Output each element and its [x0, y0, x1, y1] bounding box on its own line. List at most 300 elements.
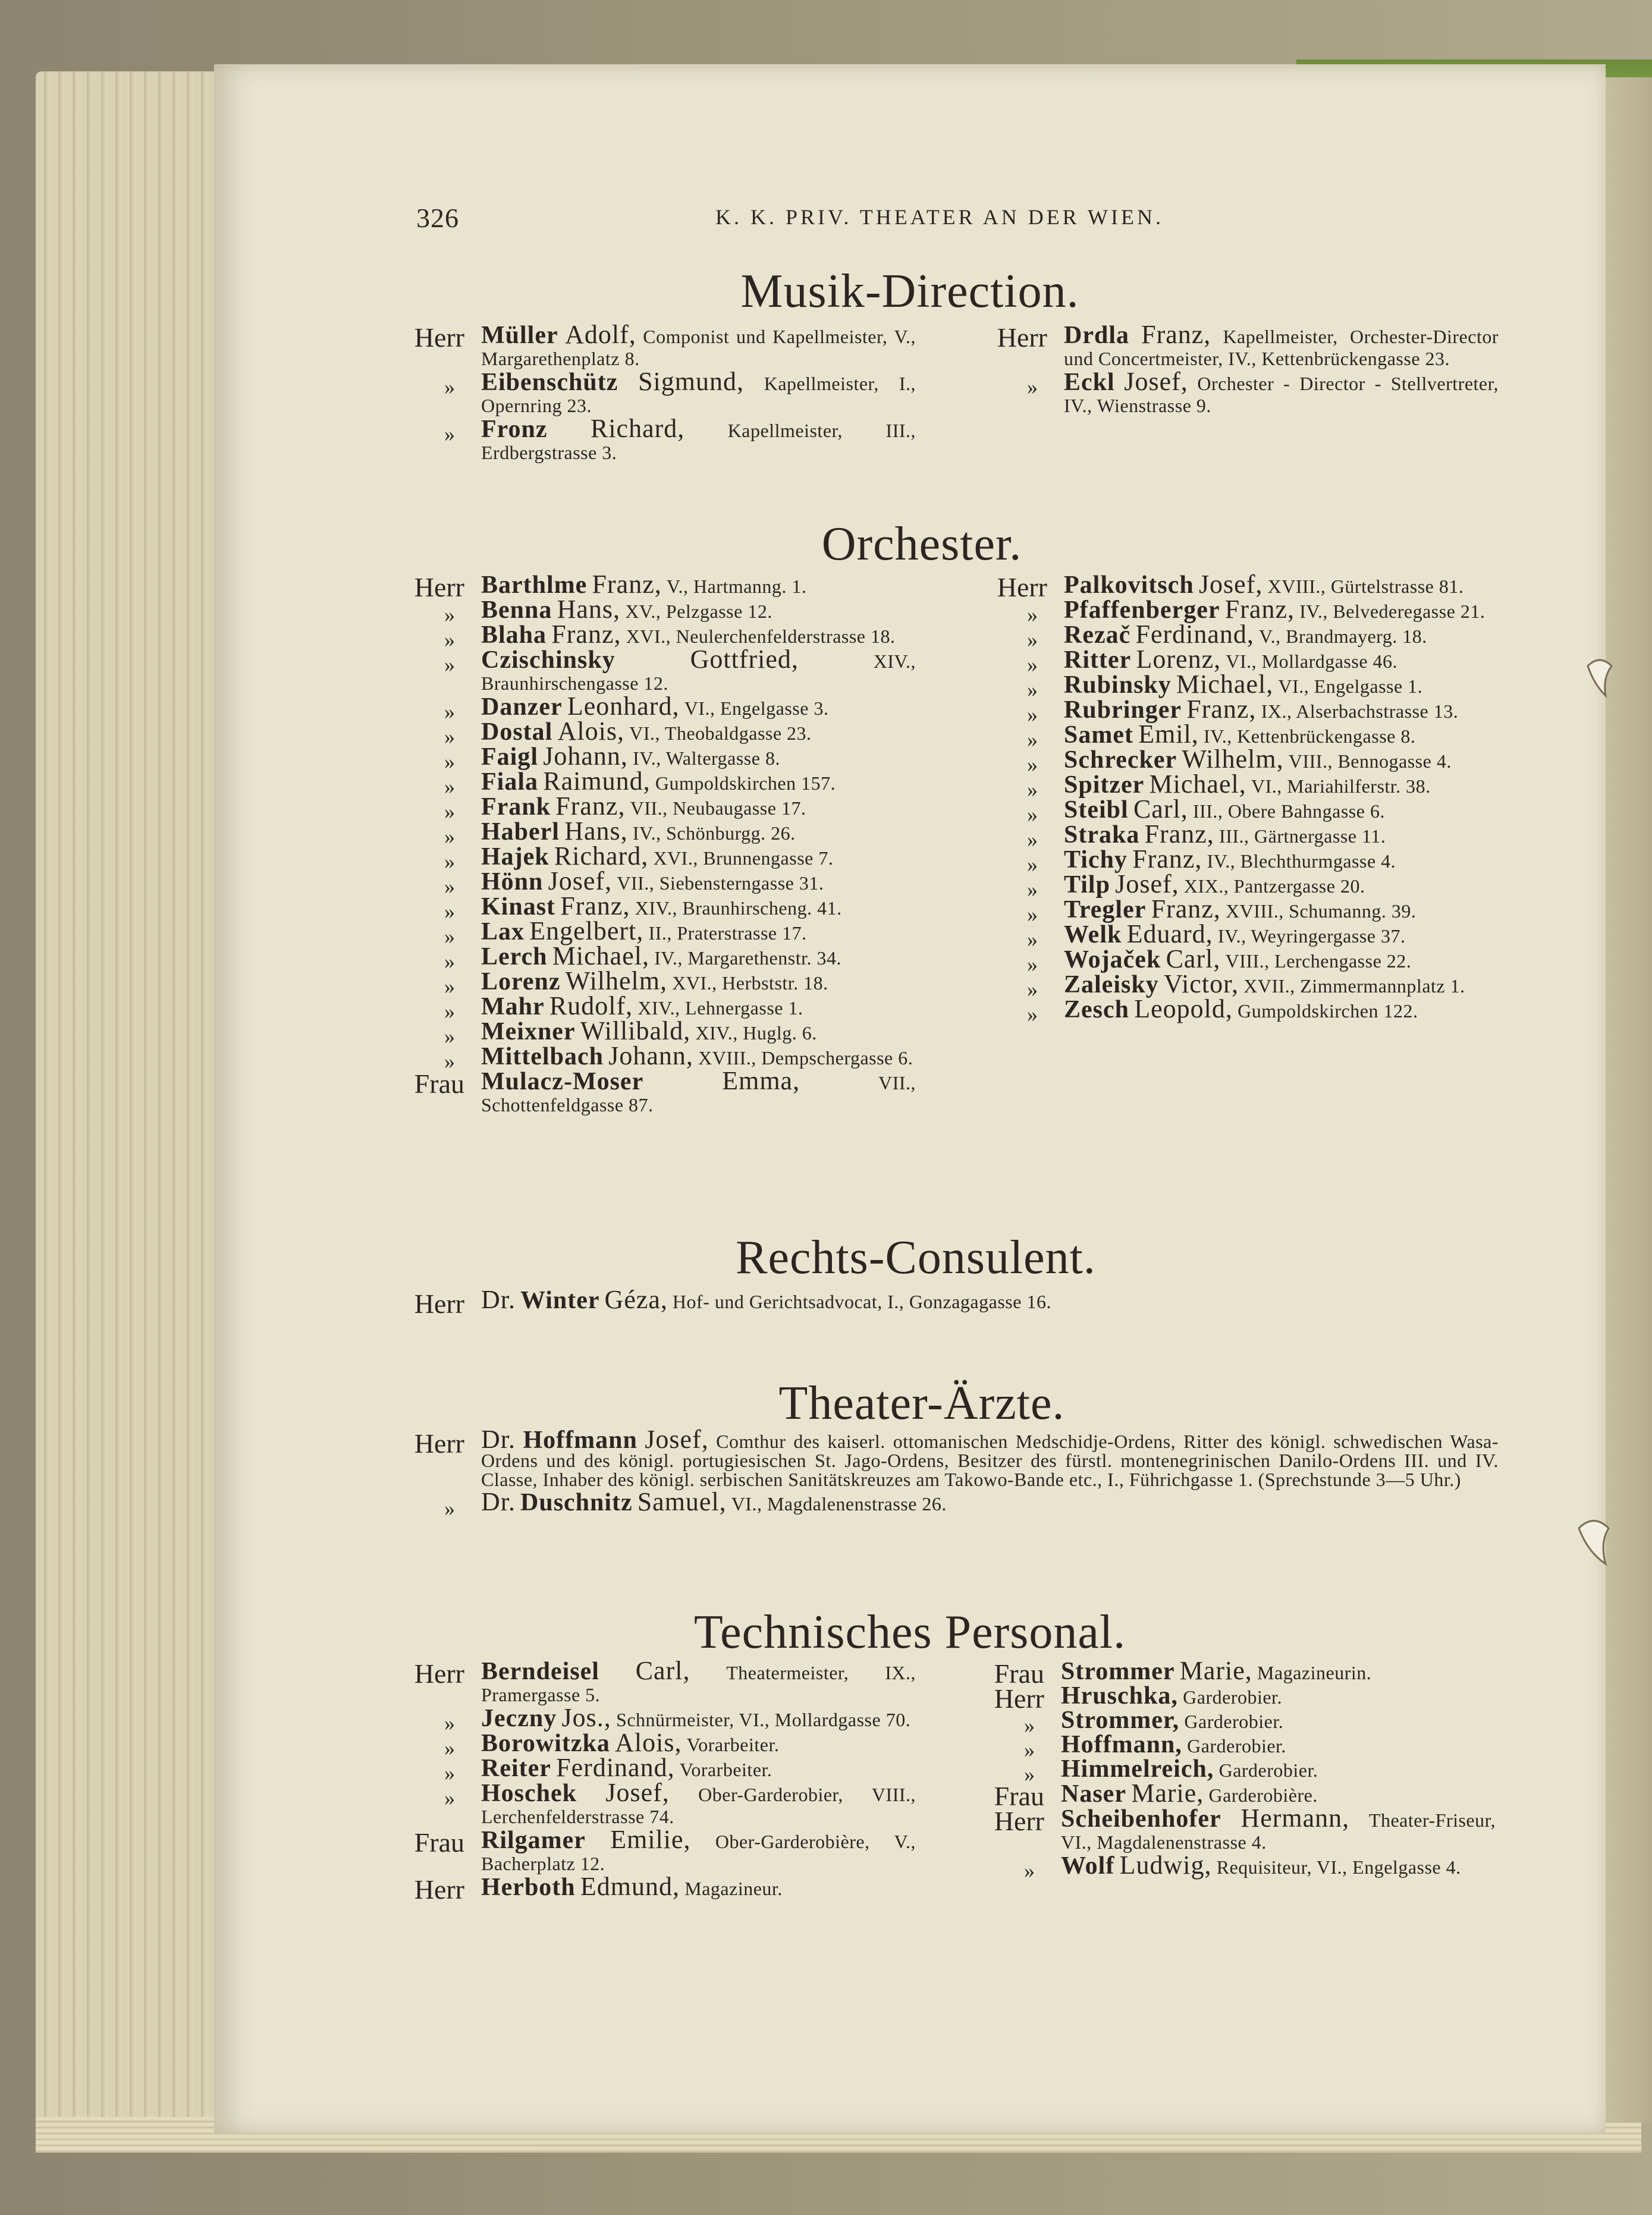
- entry-surname: Hönn: [481, 868, 544, 896]
- entry-surname: Tilp: [1064, 871, 1110, 898]
- entry-prefix: »: [1027, 828, 1038, 852]
- entry-surname: Wojaček: [1064, 946, 1161, 973]
- entry-surname: Mahr: [481, 993, 545, 1020]
- entry-prefix: Herr: [414, 1428, 464, 1459]
- directory-entry: [410, 645, 916, 695]
- entry-given-name: Josef,: [1124, 367, 1188, 396]
- entry-prefix: »: [444, 800, 455, 824]
- entry-prefix: Herr: [414, 1289, 464, 1319]
- entry-text: [1061, 1804, 1496, 1853]
- entry-detail: IV., Belvederegasse 21.: [1299, 601, 1485, 622]
- page-edge-right: [1600, 77, 1652, 2123]
- technisches-left-column: [410, 1656, 916, 1905]
- entry-text: [481, 320, 916, 370]
- entry-text: [481, 620, 916, 649]
- directory-entry: [993, 869, 1499, 901]
- directory-entry: [993, 794, 1499, 827]
- directory-entry: [993, 969, 1499, 1001]
- entry-surname: Hoffmann,: [1061, 1731, 1182, 1758]
- directory-entry: [410, 1728, 916, 1760]
- entry-prefix: Herr: [994, 1683, 1044, 1714]
- entry-text: [481, 1285, 1499, 1314]
- entry-detail: V., Brandmayerg. 18.: [1259, 626, 1427, 647]
- entry-text: [481, 991, 916, 1020]
- entry-given-name: Wilhelm,: [565, 966, 667, 995]
- entry-surname: Wolf: [1061, 1852, 1115, 1880]
- entry-given-name: Gottfried,: [690, 645, 799, 674]
- entry-text: [1061, 1656, 1496, 1685]
- entry-prefix: »: [444, 900, 455, 923]
- entry-given-name: Johann,: [608, 1041, 693, 1070]
- entry-detail: Componist und Kapellmeister, V., Margarethenplatz 8.: [481, 326, 916, 369]
- entry-given-name: Josef,: [645, 1425, 709, 1454]
- directory-entry: [410, 1066, 916, 1116]
- entry-given-name: Rudolf,: [549, 991, 633, 1020]
- entry-surname: Mulacz-Moser: [481, 1068, 644, 1095]
- entry-given-name: Eduard,: [1126, 919, 1213, 948]
- entry-text: [1064, 720, 1499, 749]
- entry-detail: Schnürmeister, VI., Mollardgasse 70.: [616, 1709, 911, 1730]
- entry-surname: Scheibenhofer: [1061, 1805, 1221, 1833]
- entry-detail: Gumpoldskirchen 157.: [655, 772, 836, 794]
- directory-entry: [990, 1731, 1496, 1762]
- entry-given-name: Carl,: [1166, 944, 1221, 973]
- entry-text: [1061, 1850, 1496, 1880]
- page-stack-edge: [36, 71, 232, 2135]
- entry-prefix: »: [1024, 1714, 1035, 1738]
- entry-detail: Requisiteur, VI., Engelgasse 4.: [1216, 1856, 1461, 1878]
- entry-detail: IV., Kettenbrückengasse 8.: [1204, 725, 1416, 747]
- entry-detail: Magazineurin.: [1257, 1662, 1372, 1683]
- entry-detail: III., Gärtnergasse 11.: [1219, 825, 1386, 847]
- entry-prefix: »: [444, 1497, 455, 1520]
- directory-entry: [993, 320, 1499, 370]
- entry-surname: Palkovitsch: [1064, 571, 1194, 599]
- directory-entry: [410, 320, 916, 370]
- directory-entry: [993, 720, 1499, 752]
- entry-given-name: Emilie,: [610, 1825, 691, 1854]
- directory-entry: [993, 645, 1499, 677]
- entry-text: [481, 966, 916, 995]
- entry-text: [1061, 1707, 1496, 1734]
- entry-surname: Meixner: [481, 1018, 576, 1045]
- entry-given-name: Carl,: [1133, 794, 1188, 824]
- entry-detail: VI., Mollardgasse 46.: [1226, 651, 1398, 672]
- entry-prefix: »: [1027, 653, 1038, 677]
- entry-text: [1064, 919, 1499, 948]
- directory-entry: [410, 717, 916, 749]
- entry-detail: VII., Schottenfeldgasse 87.: [481, 1072, 916, 1116]
- entry-given-name: Samuel,: [637, 1487, 727, 1516]
- entry-detail: IX., Alserbachstrasse 13.: [1261, 700, 1459, 722]
- entry-given-name: Alois,: [615, 1728, 682, 1757]
- entry-given-name: Carl,: [635, 1656, 690, 1685]
- entry-text: [1064, 969, 1499, 998]
- entry-surname: Hajek: [481, 843, 549, 871]
- entry-surname: Himmelreich,: [1061, 1755, 1214, 1783]
- entry-given-name: Edmund,: [580, 1872, 680, 1901]
- entry-prefix: »: [1027, 703, 1038, 727]
- entry-text: [481, 692, 916, 721]
- entry-text: [481, 916, 916, 945]
- directory-entry: [410, 1825, 916, 1875]
- directory-entry: [990, 1850, 1496, 1883]
- entry-text: [481, 1728, 916, 1757]
- entry-text: [481, 1778, 916, 1828]
- directory-entry: [410, 414, 916, 464]
- directory-entry: [990, 1707, 1496, 1738]
- directory-entry: [410, 891, 916, 923]
- entry-prefix: »: [444, 725, 455, 749]
- entry-given-name: Emma,: [722, 1066, 800, 1095]
- directory-entry: [993, 570, 1499, 602]
- entry-surname: Rubinsky: [1064, 671, 1172, 699]
- entry-prefix: »: [444, 925, 455, 948]
- entry-prefix: »: [444, 975, 455, 998]
- entry-surname: Frank: [481, 793, 551, 821]
- entry-surname: Benna: [481, 596, 552, 624]
- entry-surname: Welk: [1064, 921, 1122, 948]
- entry-given-name: Franz,: [1141, 320, 1211, 349]
- section-title-musik: Musik-Direction.: [740, 265, 1079, 318]
- entry-detail: VI., Engelgasse 1.: [1278, 676, 1423, 697]
- entry-detail: Hof- und Gerichtsadvocat, I., Gonzagagasse 16.: [672, 1291, 1051, 1312]
- entry-detail: XVIII., Schumanng. 39.: [1226, 900, 1417, 922]
- entry-surname: Hruschka,: [1061, 1682, 1178, 1710]
- aerzte-entries: [410, 1425, 1499, 1520]
- entry-detail: Theater-Friseur, VI., Magdalenenstrasse 4.: [1061, 1809, 1496, 1853]
- entry-detail: Garderobier.: [1187, 1735, 1286, 1757]
- directory-entry: [410, 816, 916, 849]
- entry-surname: Mittelbach: [481, 1043, 604, 1070]
- entry-detail: Orchester - Director - Stellvertreter, IV., Wienstrasse 9.: [1064, 373, 1499, 416]
- entry-text: [1064, 769, 1499, 799]
- entry-detail: Kapellmeister, III., Erdbergstrasse 3.: [481, 420, 916, 463]
- entry-surname: Pfaffenberger: [1064, 596, 1220, 624]
- entry-text: [481, 816, 916, 846]
- entry-given-name: Adolf,: [565, 320, 636, 349]
- entry-detail: VI., Magdalenenstrasse 26.: [731, 1493, 947, 1515]
- entry-detail: IV., Weyringergasse 37.: [1217, 925, 1406, 947]
- entry-text: [481, 1825, 916, 1875]
- entry-given-name: Franz,: [555, 791, 626, 821]
- directory-entry: [410, 742, 916, 774]
- entry-text: [481, 570, 916, 599]
- entry-given-name: Josef,: [1115, 869, 1179, 898]
- entry-given-name: Franz,: [1132, 844, 1202, 874]
- entry-detail: II., Praterstrasse 17.: [648, 922, 807, 944]
- entry-detail: Ober-Garderobière, V., Bacherplatz 12.: [481, 1831, 916, 1874]
- entry-prefix: »: [444, 1050, 455, 1073]
- entry-text: [481, 1753, 916, 1782]
- rechts-entries: [410, 1285, 1499, 1319]
- entry-surname: Fiala: [481, 768, 538, 796]
- entry-detail: XIV., Braunhirscheng. 41.: [635, 897, 842, 919]
- entry-text: [481, 1487, 1499, 1516]
- entry-text: [1064, 367, 1499, 417]
- directory-entry: [993, 894, 1499, 926]
- directory-entry: [993, 844, 1499, 876]
- entry-surname: Reiter: [481, 1755, 551, 1782]
- entry-detail: Garderobier.: [1218, 1760, 1318, 1781]
- entry-surname: Duschnitz: [520, 1489, 633, 1516]
- entry-prefix: »: [1027, 778, 1038, 802]
- directory-entry: [410, 916, 916, 948]
- entry-text: [481, 1872, 916, 1901]
- technisches-right-column: [990, 1656, 1496, 1883]
- entry-given-name: Raimund,: [543, 766, 651, 796]
- directory-entry: [993, 367, 1499, 417]
- entry-prefix: »: [444, 950, 455, 973]
- entry-text: [481, 595, 916, 624]
- entry-surname: Strommer: [1061, 1658, 1175, 1685]
- entry-detail: Kapellmeister, Orchester-Director und Concertmeister, IV., Kettenbrückengasse 23.: [1064, 326, 1499, 369]
- entry-text: [481, 1041, 916, 1070]
- entry-text: [1064, 570, 1499, 599]
- entry-given-name: Alois,: [557, 717, 624, 746]
- entry-surname: Winter: [520, 1287, 600, 1314]
- directory-entry: [410, 766, 916, 799]
- entry-surname: Eckl: [1064, 369, 1115, 396]
- entry-prefix: »: [1024, 1859, 1035, 1883]
- entry-given-name: Marie,: [1131, 1779, 1204, 1808]
- directory-entry: [993, 994, 1499, 1026]
- directory-entry: [410, 1285, 1499, 1319]
- binding-tear-mark: [1582, 654, 1618, 702]
- entry-surname: Samet: [1064, 721, 1133, 749]
- entry-detail: XVI., Neulerchenfelderstrasse 18.: [626, 626, 896, 647]
- directory-entry: [993, 595, 1499, 627]
- entry-given-name: Michael,: [552, 941, 649, 970]
- entry-prefix: Frau: [994, 1658, 1044, 1689]
- entry-surname: Berndeisel: [481, 1658, 599, 1685]
- entry-prefix: »: [1027, 903, 1038, 926]
- entry-title: Dr.: [481, 1425, 516, 1454]
- entry-given-name: Emil,: [1138, 720, 1199, 749]
- entry-text: [1064, 620, 1499, 649]
- running-head: [214, 202, 1606, 238]
- entry-surname: Barthlme: [481, 571, 588, 599]
- entry-prefix: »: [1027, 928, 1038, 951]
- musik-right-column: [993, 320, 1499, 418]
- entry-surname: Herboth: [481, 1874, 576, 1901]
- entry-surname: Dostal: [481, 718, 553, 746]
- entry-detail: VI., Mariahilferstr. 38.: [1251, 775, 1431, 797]
- entry-prefix: »: [1024, 1762, 1035, 1786]
- entry-given-name: Franz,: [560, 891, 630, 920]
- entry-text: [481, 891, 916, 920]
- entry-given-name: Wilhelm,: [1182, 744, 1284, 774]
- entry-surname: Borowitzka: [481, 1730, 610, 1757]
- directory-entry: [993, 620, 1499, 652]
- entry-prefix: »: [444, 1000, 455, 1023]
- entry-given-name: Franz,: [1144, 819, 1214, 849]
- entry-surname: Danzer: [481, 693, 563, 721]
- entry-surname: Faigl: [481, 743, 538, 771]
- entry-prefix: Herr: [997, 572, 1047, 602]
- entry-text: [481, 645, 916, 695]
- entry-surname: Fronz: [481, 416, 548, 443]
- entry-detail: Kapellmeister, I., Opernring 23.: [481, 373, 916, 416]
- entry-prefix: Frau: [414, 1069, 464, 1099]
- directory-entry: [410, 1656, 916, 1706]
- directory-entry: [410, 841, 916, 874]
- directory-entry: [410, 1425, 1499, 1490]
- entry-prefix: »: [1024, 1738, 1035, 1762]
- entry-detail: Theatermeister, IX., Pramergasse 5.: [481, 1662, 916, 1705]
- entry-prefix: »: [1027, 603, 1038, 627]
- entry-prefix: »: [1027, 678, 1038, 702]
- entry-prefix: »: [444, 1025, 455, 1048]
- directory-entry: [410, 1041, 916, 1073]
- directory-entry: [410, 367, 916, 417]
- entry-surname: Lorenz: [481, 968, 561, 995]
- musik-left-column: [410, 320, 916, 465]
- entry-surname: Czischinsky: [481, 646, 615, 674]
- entry-given-name: Marie,: [1179, 1656, 1252, 1685]
- directory-entry: [990, 1682, 1496, 1714]
- entry-prefix: »: [444, 1786, 455, 1810]
- orchester-right-column: [993, 570, 1499, 1026]
- entry-detail: Vorarbeiter.: [679, 1759, 772, 1780]
- entry-prefix: »: [1027, 375, 1038, 399]
- entry-given-name: Victor,: [1163, 969, 1239, 998]
- entry-surname: Haberl: [481, 818, 560, 846]
- directory-entry: [410, 692, 916, 724]
- entry-given-name: Josef,: [1198, 570, 1263, 599]
- entry-given-name: Ludwig,: [1119, 1850, 1212, 1880]
- entry-given-name: Hans,: [557, 595, 621, 624]
- entry-detail: VIII., Lerchengasse 22.: [1225, 950, 1412, 972]
- entry-text: [481, 791, 916, 821]
- entry-surname: Rilgamer: [481, 1827, 586, 1854]
- entry-surname: Hoschek: [481, 1780, 577, 1807]
- entry-detail: XIV., Braunhirschengasse 12.: [481, 651, 916, 694]
- directory-entry: [990, 1656, 1496, 1689]
- entry-detail: Garderobière.: [1208, 1784, 1318, 1806]
- directory-entry: [410, 866, 916, 898]
- entry-text: [481, 941, 916, 970]
- entry-prefix: »: [444, 775, 455, 799]
- entry-text: [1061, 1755, 1496, 1783]
- entry-text: [481, 414, 916, 464]
- entry-detail: IV., Schönburgg. 26.: [632, 822, 796, 844]
- entry-detail: Garderobier.: [1183, 1686, 1282, 1708]
- section-title-aerzte: Theater-Ärzte.: [778, 1377, 1065, 1429]
- entry-detail: IV., Waltergasse 8.: [633, 747, 780, 769]
- directory-entry: [410, 570, 916, 602]
- entry-text: [481, 1066, 916, 1116]
- entry-prefix: »: [444, 1736, 455, 1760]
- directory-entry: [410, 1703, 916, 1735]
- entry-detail: Garderobier.: [1184, 1711, 1284, 1732]
- entry-surname: Blaha: [481, 621, 547, 649]
- entry-detail: Vorarbeiter.: [686, 1734, 780, 1755]
- entry-text: [1064, 670, 1499, 699]
- entry-surname: Schrecker: [1064, 746, 1177, 774]
- directory-entry: [990, 1779, 1496, 1811]
- entry-detail: XIV., Huglg. 6.: [695, 1022, 817, 1044]
- entry-prefix: »: [1027, 878, 1038, 901]
- entry-detail: XVI., Brunnengasse 7.: [653, 847, 834, 869]
- entry-given-name: Josef,: [605, 1778, 670, 1807]
- entry-prefix: »: [444, 875, 455, 898]
- page-number: 326: [416, 203, 459, 233]
- entry-prefix: »: [1027, 753, 1038, 777]
- entry-detail: VII., Siebensterngasse 31.: [617, 872, 824, 894]
- entry-prefix: »: [444, 653, 455, 677]
- entry-text: [1064, 844, 1499, 874]
- entry-text: [1064, 695, 1499, 724]
- entry-detail: XIV., Lehnergasse 1.: [637, 997, 803, 1019]
- entry-prefix: »: [1027, 853, 1038, 876]
- entry-given-name: Ferdinand,: [556, 1753, 675, 1782]
- entry-surname: Zesch: [1064, 996, 1129, 1023]
- entry-given-name: Johann,: [543, 742, 628, 771]
- entry-given-name: Ferdinand,: [1135, 620, 1254, 649]
- entry-prefix: »: [444, 628, 455, 652]
- directory-entry: [410, 1753, 916, 1785]
- entry-prefix: »: [1027, 728, 1038, 752]
- entry-surname: Tregler: [1064, 896, 1147, 923]
- entry-given-name: Hermann,: [1240, 1804, 1350, 1833]
- directory-entry: [993, 919, 1499, 951]
- entry-prefix: »: [444, 1711, 455, 1735]
- entry-prefix: »: [444, 825, 455, 849]
- entry-text: [1064, 869, 1499, 898]
- entry-given-name: Franz,: [1151, 894, 1221, 923]
- entry-text: [481, 1656, 916, 1706]
- directory-entry: [410, 991, 916, 1023]
- section-title-rechts: Rechts-Consulent.: [736, 1231, 1096, 1284]
- entry-text: [1061, 1731, 1496, 1758]
- entry-surname: Eibenschütz: [481, 369, 618, 396]
- entry-prefix: »: [1027, 1003, 1038, 1026]
- entry-text: [1064, 645, 1499, 674]
- entry-given-name: Franz,: [1224, 595, 1295, 624]
- entry-surname: Zaleisky: [1064, 971, 1159, 998]
- entry-surname: Steibl: [1064, 796, 1129, 824]
- entry-given-name: Jos.,: [561, 1703, 611, 1732]
- directory-entry: [410, 595, 916, 627]
- entry-prefix: »: [444, 1761, 455, 1785]
- entry-prefix: »: [1027, 628, 1038, 652]
- entry-given-name: Leopold,: [1134, 994, 1233, 1023]
- entry-surname: Hoffmann: [523, 1427, 637, 1454]
- entry-detail: V., Hartmanng. 1.: [666, 576, 807, 597]
- entry-detail: XIX., Pantzergasse 20.: [1183, 875, 1365, 897]
- entry-detail: Magazineur.: [684, 1878, 783, 1899]
- entry-text: [1064, 744, 1499, 774]
- orchester-left-column: [410, 570, 916, 1117]
- entry-prefix: »: [444, 422, 455, 446]
- entry-given-name: Michael,: [1149, 769, 1246, 799]
- entry-given-name: Franz,: [551, 620, 621, 649]
- entry-surname: Müller: [481, 322, 558, 349]
- entry-detail: IV., Margarethenstr. 34.: [654, 947, 841, 969]
- entry-text: [1064, 944, 1499, 973]
- entry-detail: VII., Neubaugasse 17.: [630, 797, 806, 819]
- entry-title: Dr.: [481, 1285, 516, 1314]
- entry-surname: Jeczny: [481, 1705, 557, 1732]
- entry-prefix: Herr: [997, 322, 1047, 353]
- entry-prefix: »: [444, 850, 455, 874]
- entry-text: [481, 766, 916, 796]
- directory-entry: [410, 941, 916, 973]
- directory-entry: [410, 620, 916, 652]
- entry-prefix: Frau: [414, 1827, 464, 1858]
- entry-text: [1061, 1682, 1496, 1710]
